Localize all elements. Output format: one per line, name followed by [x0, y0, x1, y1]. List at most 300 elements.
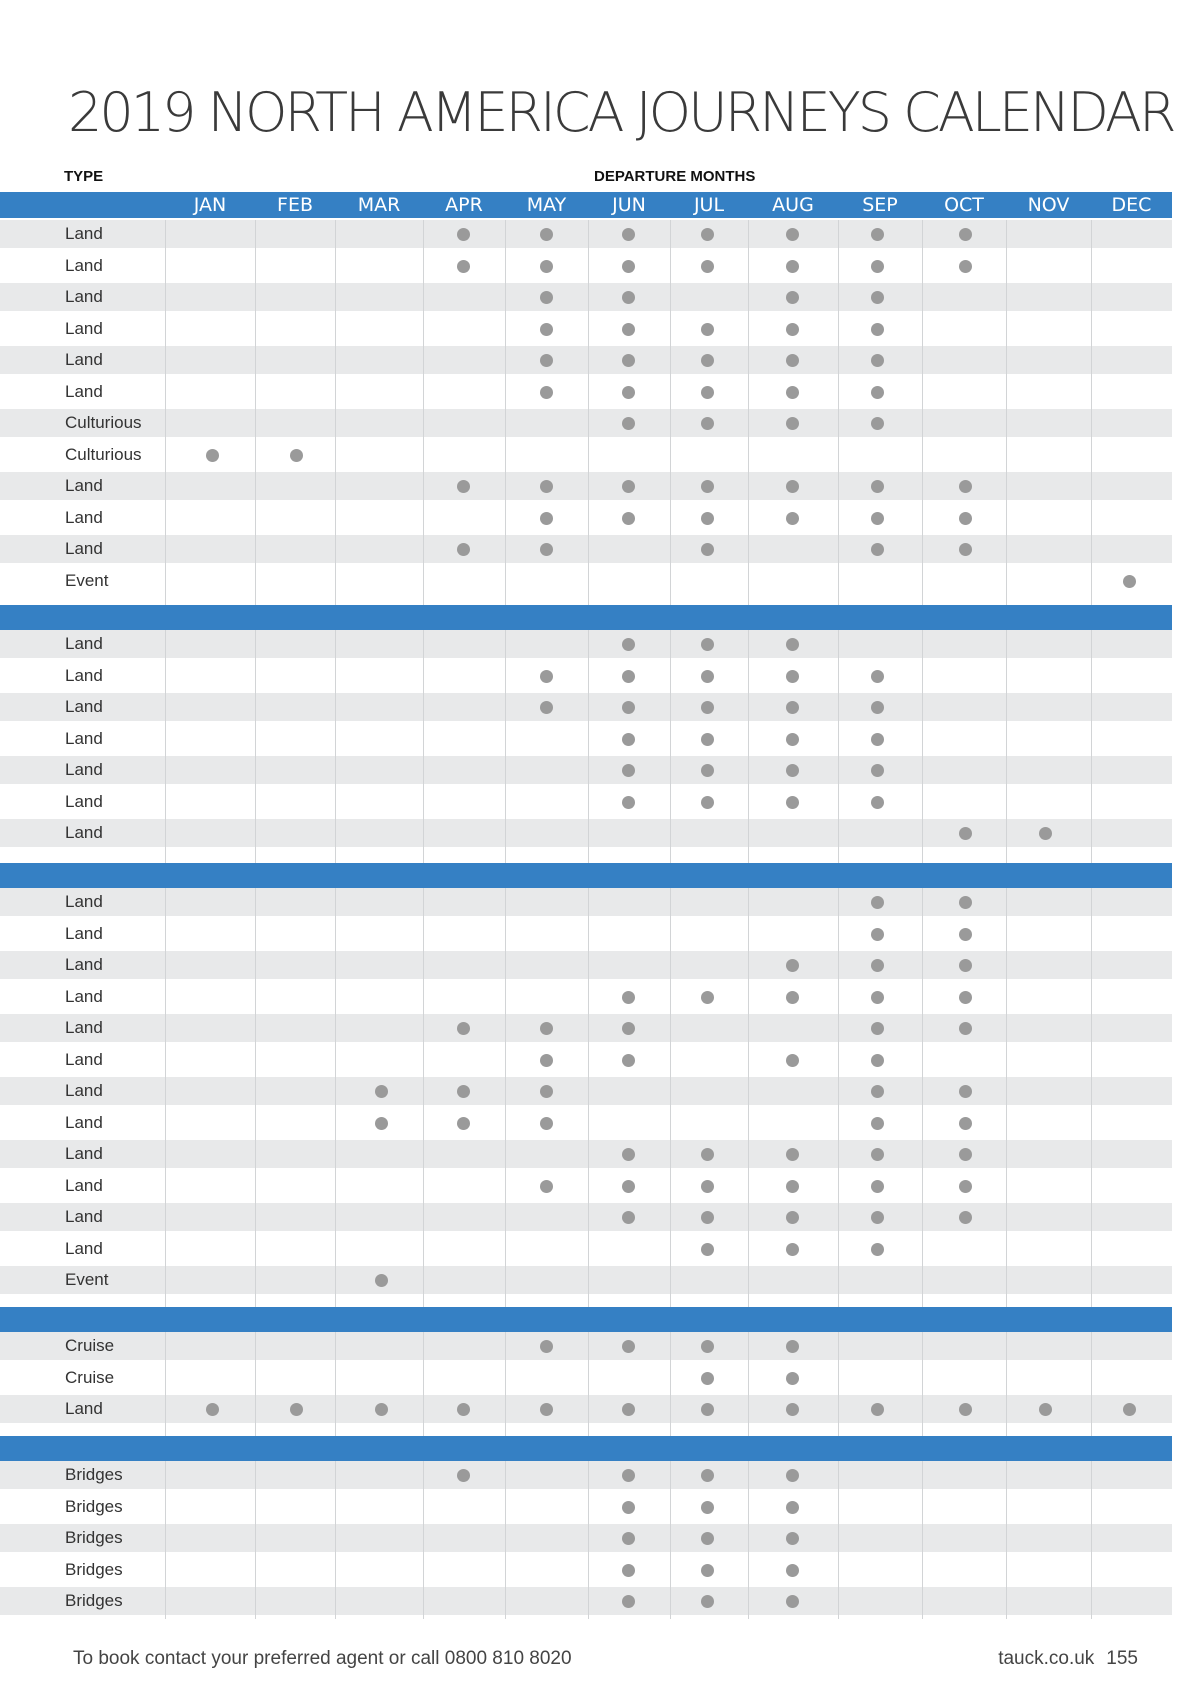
departure-dot-sep	[871, 260, 884, 273]
departure-dot-jul	[701, 386, 714, 399]
departure-dot-apr	[457, 543, 470, 556]
calendar-row	[0, 1077, 1172, 1105]
row-type-label: Land	[65, 1081, 103, 1100]
column-divider	[255, 888, 256, 1307]
page-footer-right	[998, 1648, 1138, 1670]
departure-dot-jul	[701, 764, 714, 777]
month-label-jan: JAN	[193, 194, 227, 216]
column-divider	[1006, 630, 1007, 863]
calendar-row	[0, 1014, 1172, 1042]
column-divider	[165, 1461, 166, 1619]
departure-dot-aug	[786, 1501, 799, 1514]
column-divider	[748, 1332, 749, 1436]
departure-dot-oct	[959, 1403, 972, 1416]
column-divider	[1006, 1332, 1007, 1436]
calendar-row	[0, 1172, 1172, 1200]
calendar-row	[0, 378, 1172, 406]
departure-dot-jul	[701, 228, 714, 241]
departure-dot-mar	[375, 1403, 388, 1416]
departure-dot-jul	[701, 991, 714, 1004]
departure-dot-sep	[871, 670, 884, 683]
row-type-label: Bridges	[65, 1528, 123, 1547]
departure-dot-nov	[1039, 827, 1052, 840]
departure-dot-jun	[622, 764, 635, 777]
departure-months-header: DEPARTURE MONTHS	[594, 168, 756, 185]
departure-dot-jul	[701, 543, 714, 556]
column-divider	[838, 1461, 839, 1619]
departure-dot-jun	[622, 260, 635, 273]
departure-dot-dec	[1123, 575, 1136, 588]
row-type-label: Land	[65, 1175, 103, 1195]
departure-dot-may	[540, 323, 553, 336]
calendar-row	[0, 920, 1172, 948]
departure-dot-aug	[786, 228, 799, 241]
column-divider	[165, 630, 166, 863]
departure-dot-apr	[457, 1085, 470, 1098]
departure-dot-jul	[701, 1148, 714, 1161]
row-type-label: Culturious	[65, 444, 142, 464]
column-divider	[922, 1461, 923, 1619]
month-label-nov: NOV	[1027, 194, 1070, 216]
departure-dot-sep	[871, 543, 884, 556]
calendar-row	[0, 1556, 1172, 1584]
column-divider	[335, 1332, 336, 1436]
departure-dot-aug	[786, 1595, 799, 1608]
departure-dot-jul	[701, 670, 714, 683]
departure-dot-sep	[871, 896, 884, 909]
departure-dot-aug	[786, 323, 799, 336]
departure-dot-jun	[622, 1148, 635, 1161]
column-divider	[505, 888, 506, 1307]
calendar-row	[0, 630, 1172, 658]
departure-dot-apr	[457, 1117, 470, 1130]
row-type-label: Bridges	[65, 1559, 123, 1579]
column-divider	[1006, 1461, 1007, 1619]
row-type-label: Land	[65, 892, 103, 911]
column-divider	[922, 220, 923, 605]
column-divider	[588, 630, 589, 863]
calendar-row	[0, 1046, 1172, 1074]
departure-dot-apr	[457, 260, 470, 273]
departure-dot-sep	[871, 1403, 884, 1416]
departure-dot-sep	[871, 764, 884, 777]
column-divider	[670, 630, 671, 863]
departure-dot-jun	[622, 1340, 635, 1353]
column-divider	[255, 1332, 256, 1436]
departure-dot-jul	[701, 260, 714, 273]
calendar-row	[0, 315, 1172, 343]
calendar-row	[0, 441, 1172, 469]
departure-dot-jul	[701, 417, 714, 430]
month-label-feb: FEB	[277, 194, 313, 216]
row-type-label: Bridges	[65, 1465, 123, 1484]
column-divider	[670, 1332, 671, 1436]
departure-dot-jun	[622, 1532, 635, 1545]
departure-dot-jul	[701, 1211, 714, 1224]
row-type-label: Land	[65, 1018, 103, 1037]
booking-contact: To book contact your preferred agent or call 0800 810 8020	[73, 1648, 572, 1669]
calendar-row	[0, 983, 1172, 1011]
column-divider	[165, 888, 166, 1307]
departure-dot-jun	[622, 733, 635, 746]
month-label-oct: OCT	[944, 194, 984, 216]
calendar-row	[0, 725, 1172, 753]
row-type-label: Land	[65, 1238, 103, 1258]
departure-dot-oct	[959, 260, 972, 273]
departure-dot-may	[540, 1054, 553, 1067]
column-divider	[838, 1332, 839, 1436]
departure-dot-oct	[959, 991, 972, 1004]
departure-dot-mar	[375, 1117, 388, 1130]
calendar-row	[0, 1524, 1172, 1552]
departure-dot-sep	[871, 928, 884, 941]
row-type-label: Land	[65, 287, 103, 306]
calendar-row	[0, 567, 1172, 595]
departure-dot-apr	[457, 228, 470, 241]
column-divider	[838, 630, 839, 863]
calendar-row	[0, 252, 1172, 280]
departure-dot-aug	[786, 1340, 799, 1353]
departure-dot-aug	[786, 291, 799, 304]
departure-dot-oct	[959, 896, 972, 909]
departure-dot-aug	[786, 1243, 799, 1256]
departure-dot-jul	[701, 354, 714, 367]
row-type-label: Land	[65, 665, 103, 685]
departure-dot-oct	[959, 1148, 972, 1161]
column-divider	[1091, 1332, 1092, 1436]
column-divider	[255, 220, 256, 605]
column-divider	[670, 888, 671, 1307]
column-divider	[748, 220, 749, 605]
departure-dot-sep	[871, 701, 884, 714]
departure-dot-jul	[701, 733, 714, 746]
departure-dot-jun	[622, 1564, 635, 1577]
departure-dot-sep	[871, 1243, 884, 1256]
departure-dot-aug	[786, 991, 799, 1004]
row-type-label: Land	[65, 1144, 103, 1163]
calendar-row	[0, 951, 1172, 979]
departure-dot-sep	[871, 480, 884, 493]
row-type-label: Land	[65, 255, 103, 275]
column-divider	[670, 220, 671, 605]
departure-dot-sep	[871, 417, 884, 430]
departure-dot-sep	[871, 323, 884, 336]
departure-dot-aug	[786, 701, 799, 714]
column-divider	[1091, 1461, 1092, 1619]
row-type-label: Bridges	[65, 1496, 123, 1516]
row-type-label: Land	[65, 1207, 103, 1226]
row-type-label: Land	[65, 476, 103, 495]
row-type-label: Culturious	[65, 413, 142, 432]
departure-dot-sep	[871, 733, 884, 746]
departure-dot-jul	[701, 1340, 714, 1353]
row-type-label: Land	[65, 728, 103, 748]
column-divider	[335, 1461, 336, 1619]
column-divider	[1091, 888, 1092, 1307]
departure-dot-jul	[701, 480, 714, 493]
departure-dot-sep	[871, 1148, 884, 1161]
row-type-label: Event	[65, 570, 109, 590]
column-divider	[922, 630, 923, 863]
departure-dot-may	[540, 291, 553, 304]
column-divider	[423, 220, 424, 605]
calendar-row	[0, 888, 1172, 916]
departure-dot-oct	[959, 827, 972, 840]
column-divider	[838, 220, 839, 605]
departure-dot-may	[540, 260, 553, 273]
row-type-label: Land	[65, 697, 103, 716]
departure-dot-aug	[786, 1211, 799, 1224]
row-type-label: Land	[65, 1399, 103, 1418]
departure-dot-jun	[622, 417, 635, 430]
departure-dot-jun	[622, 1469, 635, 1482]
departure-dot-jul	[701, 512, 714, 525]
departure-dot-oct	[959, 543, 972, 556]
section-divider-bar	[0, 1307, 1172, 1333]
page-title: 2019 NORTH AMERICA JOURNEYS CALENDAR	[68, 81, 1174, 144]
calendar-row	[0, 1364, 1172, 1392]
departure-dot-jan	[206, 449, 219, 462]
departure-dot-jun	[622, 1211, 635, 1224]
column-divider	[748, 888, 749, 1307]
departure-dot-may	[540, 1085, 553, 1098]
row-type-label: Land	[65, 539, 103, 558]
departure-dot-sep	[871, 354, 884, 367]
column-divider	[748, 630, 749, 863]
departure-dot-aug	[786, 1148, 799, 1161]
column-divider	[335, 630, 336, 863]
departure-dot-may	[540, 480, 553, 493]
calendar-row	[0, 756, 1172, 784]
departure-dot-aug	[786, 796, 799, 809]
departure-dot-nov	[1039, 1403, 1052, 1416]
departure-dot-jun	[622, 670, 635, 683]
departure-dot-oct	[959, 928, 972, 941]
column-divider	[255, 630, 256, 863]
column-divider	[588, 1332, 589, 1436]
row-type-label: Land	[65, 224, 103, 243]
departure-dot-may	[540, 386, 553, 399]
departure-dot-aug	[786, 764, 799, 777]
column-divider	[1006, 220, 1007, 605]
row-type-label: Land	[65, 791, 103, 811]
row-type-label: Land	[65, 381, 103, 401]
calendar-row	[0, 1587, 1172, 1615]
departure-dot-may	[540, 1340, 553, 1353]
calendar-row	[0, 693, 1172, 721]
departure-dot-sep	[871, 1022, 884, 1035]
departure-dot-sep	[871, 1054, 884, 1067]
month-label-jun: JUN	[612, 194, 646, 216]
type-column-header: TYPE	[64, 168, 104, 185]
month-label-apr: APR	[445, 194, 483, 216]
departure-dot-oct	[959, 480, 972, 493]
departure-dot-jun	[622, 291, 635, 304]
column-divider	[588, 888, 589, 1307]
column-divider	[670, 1461, 671, 1619]
calendar-row	[0, 1395, 1172, 1423]
column-divider	[505, 220, 506, 605]
departure-dot-sep	[871, 959, 884, 972]
departure-dot-aug	[786, 1054, 799, 1067]
website-link[interactable]: tauck.co.uk	[998, 1648, 1095, 1669]
column-divider	[1006, 888, 1007, 1307]
calendar-row	[0, 1109, 1172, 1137]
departure-dot-sep	[871, 1117, 884, 1130]
column-divider	[922, 888, 923, 1307]
month-label-jul: JUL	[693, 194, 725, 216]
departure-dot-jul	[701, 1469, 714, 1482]
calendar-row	[0, 1266, 1172, 1294]
row-type-label: Land	[65, 1112, 103, 1132]
departure-dot-jun	[622, 1022, 635, 1035]
calendar-row	[0, 472, 1172, 500]
column-divider	[335, 220, 336, 605]
row-type-label: Land	[65, 986, 103, 1006]
row-type-label: Land	[65, 318, 103, 338]
row-type-label: Event	[65, 1270, 109, 1289]
row-type-label: Land	[65, 350, 103, 369]
departure-dot-apr	[457, 480, 470, 493]
departure-dot-jan	[206, 1403, 219, 1416]
departure-dot-jun	[622, 512, 635, 525]
departure-dot-aug	[786, 1564, 799, 1577]
page-number: 155	[1106, 1648, 1138, 1669]
departure-dot-may	[540, 1117, 553, 1130]
departure-dot-aug	[786, 1403, 799, 1416]
row-type-label: Land	[65, 955, 103, 974]
departure-dot-may	[540, 228, 553, 241]
column-divider	[505, 630, 506, 863]
departure-dot-may	[540, 1022, 553, 1035]
calendar-row	[0, 504, 1172, 532]
departure-dot-mar	[375, 1085, 388, 1098]
departure-dot-may	[540, 1180, 553, 1193]
row-type-label: Bridges	[65, 1591, 123, 1610]
row-type-label: Land	[65, 760, 103, 779]
row-type-label: Cruise	[65, 1336, 115, 1355]
departure-dot-jun	[622, 1180, 635, 1193]
column-divider	[1091, 220, 1092, 605]
departure-dot-aug	[786, 1372, 799, 1385]
month-header-bar	[0, 192, 1172, 218]
column-divider	[335, 888, 336, 1307]
departure-dot-may	[540, 670, 553, 683]
departure-dot-aug	[786, 733, 799, 746]
month-label-aug: AUG	[772, 194, 814, 216]
departure-dot-apr	[457, 1469, 470, 1482]
departure-dot-aug	[786, 638, 799, 651]
column-divider	[165, 220, 166, 605]
column-divider	[838, 888, 839, 1307]
departure-dot-jun	[622, 1054, 635, 1067]
departure-dot-aug	[786, 417, 799, 430]
departure-dot-oct	[959, 1211, 972, 1224]
departure-dot-jul	[701, 1532, 714, 1545]
departure-dot-jun	[622, 701, 635, 714]
departure-dot-feb	[290, 1403, 303, 1416]
column-divider	[748, 1461, 749, 1619]
departure-dot-sep	[871, 386, 884, 399]
column-divider	[922, 1332, 923, 1436]
departure-dot-mar	[375, 1274, 388, 1287]
departure-dot-aug	[786, 354, 799, 367]
departure-dot-jun	[622, 480, 635, 493]
section-divider-bar	[0, 1436, 1172, 1462]
departure-dot-apr	[457, 1403, 470, 1416]
row-type-label: Land	[65, 823, 103, 842]
departure-dot-may	[540, 1403, 553, 1416]
departure-dot-oct	[959, 1180, 972, 1193]
row-type-label: Land	[65, 1049, 103, 1069]
month-label-mar: MAR	[357, 194, 401, 216]
calendar-row	[0, 1203, 1172, 1231]
departure-dot-aug	[786, 1532, 799, 1545]
row-type-label: Land	[65, 507, 103, 527]
section-divider-bar	[0, 863, 1172, 889]
departure-dot-aug	[786, 512, 799, 525]
column-divider	[588, 220, 589, 605]
departure-dot-jul	[701, 1372, 714, 1385]
column-divider	[1091, 630, 1092, 863]
departure-dot-jul	[701, 1403, 714, 1416]
departure-dot-jul	[701, 796, 714, 809]
departure-dot-may	[540, 354, 553, 367]
departure-dot-jul	[701, 1564, 714, 1577]
calendar-row	[0, 409, 1172, 437]
departure-dot-oct	[959, 1022, 972, 1035]
calendar-row	[0, 1493, 1172, 1521]
departure-dot-jun	[622, 991, 635, 1004]
departure-dot-jul	[701, 1180, 714, 1193]
section-divider-bar	[0, 605, 1172, 631]
departure-dot-oct	[959, 512, 972, 525]
departure-dot-jun	[622, 1595, 635, 1608]
column-divider	[423, 888, 424, 1307]
departure-dot-oct	[959, 228, 972, 241]
row-type-label: Cruise	[65, 1367, 115, 1387]
departure-dot-sep	[871, 228, 884, 241]
departure-dot-jul	[701, 323, 714, 336]
calendar-row	[0, 788, 1172, 816]
row-type-label: Land	[65, 923, 103, 943]
departure-dot-jun	[622, 386, 635, 399]
calendar-row	[0, 346, 1172, 374]
departure-dot-oct	[959, 1085, 972, 1098]
departure-dot-may	[540, 543, 553, 556]
departure-dot-may	[540, 512, 553, 525]
departure-dot-aug	[786, 1469, 799, 1482]
departure-dot-sep	[871, 1180, 884, 1193]
departure-dot-jul	[701, 638, 714, 651]
column-divider	[588, 1461, 589, 1619]
departure-dot-sep	[871, 991, 884, 1004]
calendar-row	[0, 283, 1172, 311]
departure-dot-aug	[786, 670, 799, 683]
departure-dot-oct	[959, 1117, 972, 1130]
departure-dot-jul	[701, 1501, 714, 1514]
departure-dot-jun	[622, 1501, 635, 1514]
departure-dot-sep	[871, 796, 884, 809]
column-divider	[423, 1332, 424, 1436]
column-divider	[165, 1332, 166, 1436]
departure-dot-aug	[786, 959, 799, 972]
calendar-row	[0, 1235, 1172, 1263]
calendar-row	[0, 535, 1172, 563]
column-divider	[505, 1461, 506, 1619]
calendar-row	[0, 220, 1172, 248]
departure-dot-jun	[622, 796, 635, 809]
